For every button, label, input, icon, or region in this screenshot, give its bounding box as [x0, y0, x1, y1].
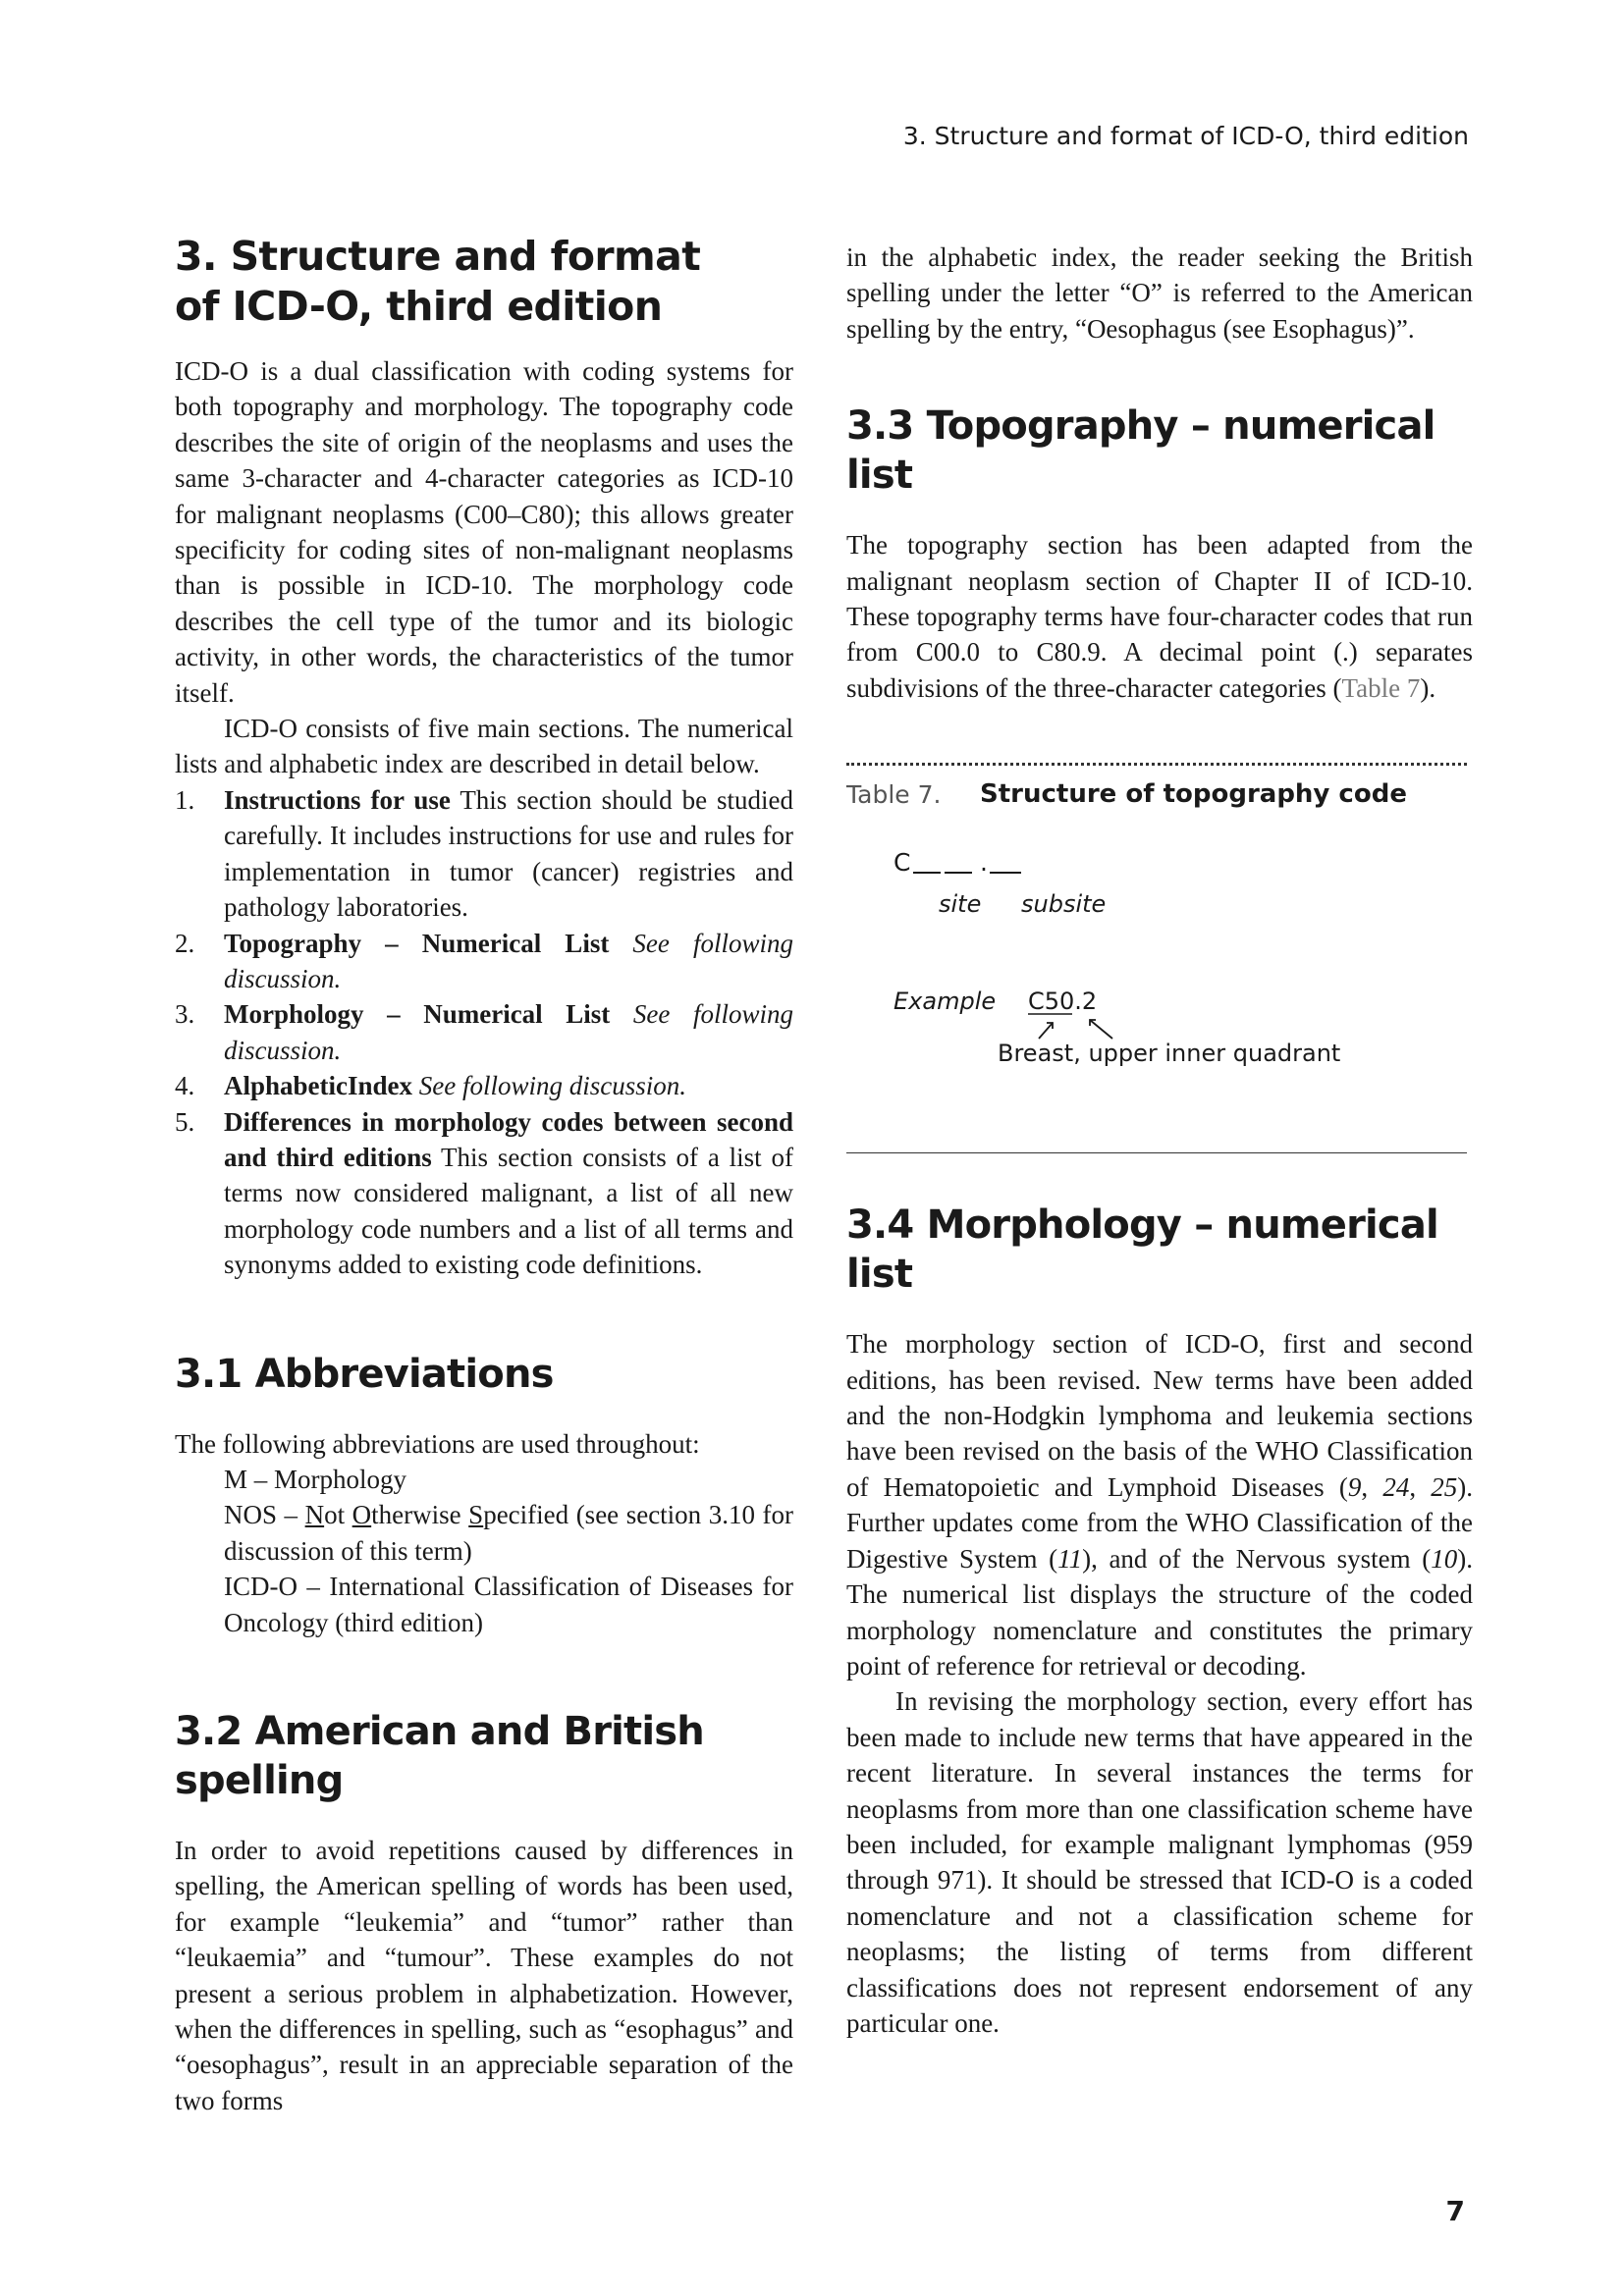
table-label: Table 7. — [846, 780, 942, 810]
list-item-term: Morphology – Numerical List — [224, 999, 611, 1030]
code-letter-c: C — [893, 848, 911, 878]
subsite-label: subsite — [1021, 890, 1107, 919]
citation-ref[interactable]: 9 — [1347, 1471, 1362, 1502]
list-item-term: Instructions for use — [224, 784, 451, 815]
chapter-title — [175, 232, 793, 332]
list-item-term: Topography – Numerical List — [224, 928, 610, 958]
list-item — [175, 926, 793, 997]
intro-paragraph-2: ICD-O consists of five main sections. The numerical lists and alphabetic index are described in detail below. — [175, 714, 793, 779]
citation-ref[interactable]: 11 — [1057, 1543, 1083, 1574]
abbreviations-list — [175, 1462, 793, 1640]
list-item-term: Differences in morphology codes between second and third editions — [224, 1106, 793, 1172]
abbreviations-intro: The following abbreviations are used throughout: — [175, 1428, 700, 1459]
spelling-heading: 3.2 American and British spelling — [175, 1709, 704, 1803]
arrow-to-subsite — [1090, 1020, 1112, 1039]
running-header: 3. Structure and format of ICD-O, third edition — [902, 122, 1469, 150]
list-item — [175, 996, 793, 1068]
morphology-heading: 3.4 Morphology – numerical list — [846, 1202, 1438, 1298]
table-bottom-rule — [846, 1152, 1467, 1153]
morphology-paragraph-2: In revising the morphology section, every effort has been made to include new terms that have appeared in the recent literature. In several instances the terms for neoplasms from more than one classification scheme have been included, for example malignant lymphomas (959 through 971). It should be stressed that ICD-O is a coded nomenclature and not a classification scheme for neoplasms; the listing of terms from different classifications does not represent endorsement of any particular one. — [846, 1686, 1473, 2038]
table-7-link[interactable]: Table 7 — [1341, 672, 1421, 703]
list-item — [175, 1068, 793, 1103]
list-item-desc: This section consists of a list of terms now considered malignant, a list of all new morphology code numbers and a list of all terms and synonyms added to existing code definitions. — [224, 1142, 793, 1280]
list-item-note: See following discussion. — [224, 999, 793, 1065]
example-description: Breast, upper inner quadrant — [998, 1040, 1341, 1068]
citation-ref[interactable]: 25 — [1431, 1471, 1458, 1502]
code-dot: . — [980, 848, 988, 878]
abbreviations-heading: 3.1 Abbreviations — [175, 1351, 554, 1397]
left-column — [175, 232, 793, 2118]
chapter-title-line2: of ICD-O, third edition — [175, 283, 663, 330]
sections-list — [175, 782, 793, 1283]
table-title: Structure of topography code — [980, 779, 1407, 810]
list-item-note: See following discussion. — [224, 928, 793, 993]
abbreviation-icdo: ICD-O – International Classification of Diseases for Oncology (third edition) — [224, 1572, 793, 1637]
citation-ref[interactable]: 24 — [1382, 1471, 1410, 1502]
intro-paragraph-1: ICD-O is a dual classification with coding systems for both topography and morphology. The topography code describes the site of origin of the neoplasms and uses the same 3-character and 4-character categories as ICD-10 for malignant neoplasms (C00–C80); this allows greater specificity for coding sites of non-malignant neoplasms than is possible in ICD-10. The morphology code describes the cell type of the tumor and its biologic activity, in other words, the characteristics of the tumor itself. — [175, 356, 793, 708]
list-item-number: 4. — [175, 1071, 195, 1101]
list-item-number: 2. — [175, 928, 195, 958]
table-top-rule — [846, 763, 1467, 766]
example-label: Example — [893, 988, 997, 1016]
list-item-term: AlphabeticIndex — [224, 1071, 413, 1101]
list-item — [175, 782, 793, 926]
citation-ref[interactable]: 10 — [1431, 1543, 1458, 1574]
chapter-title-line1: 3. Structure and format — [175, 233, 701, 280]
list-item-note: See following discussion. — [412, 1071, 687, 1101]
list-item-number: 5. — [175, 1106, 195, 1137]
spelling-paragraph: In order to avoid repetitions caused by differences in spelling, the American spelling of words has been used, for example “leukemia” and “tumor” rather than “leukaemia” and “tumour”. These examples do not present a serious problem in alphabetization. However, when the differences in spelling, such as “esophagus” and “oesophagus”, result in an appreciable separation of the two forms — [175, 1836, 793, 2115]
arrow-to-site — [1039, 1023, 1053, 1039]
table-7 — [846, 763, 1467, 1153]
list-item — [175, 1104, 793, 1283]
abbreviation-m: M – Morphology — [224, 1464, 407, 1494]
right-column — [846, 240, 1473, 2041]
topography-paragraph: The topography section has been adapted from the malignant neoplasm section of Chapter II of ICD-10. These topography terms have four-character codes that run from C00.0 to C80.9. A decimal point (.) separates subdivisions of the three-character categories (Table 7). — [846, 530, 1473, 703]
page-number: 7 — [1445, 2195, 1465, 2227]
spelling-paragraph-continued: in the alphabetic index, the reader seeking the British spelling under the letter “O” is referred to the American spelling by the entry, “Oesophagus (see Esophagus)”. — [846, 242, 1473, 344]
topography-code-diagram — [846, 822, 1467, 1116]
abbreviation-nos: NOS – Not Otherwise Specified (see section 3.10 for discussion of this term) — [224, 1500, 793, 1566]
topography-heading: 3.3 Topography – numerical list — [846, 403, 1435, 499]
list-item-desc: This section should be studied carefully. It includes instructions for use and rules for implementation in tumor (cancer) registries and pathology laboratories. — [224, 784, 793, 923]
morphology-paragraph-1: The morphology section of ICD-O, first and second editions, has been revised. New terms have been added and the non-Hodgkin lymphoma and leukemia sections have been revised on the basis of the WHO Classification of Hematopoietic and Lymphoid Diseases (9, 24, 25). Further updates come from the WHO Classification of the Digestive System (11), and of the Nervous system (10). The numerical list displays the structure of the coded morphology nomenclature and constitutes the primary point of reference for retrieval or decoding. — [846, 1329, 1474, 1681]
example-code: C50.2 — [1028, 988, 1098, 1016]
site-label: site — [939, 890, 982, 919]
list-item-number: 1. — [175, 784, 195, 815]
list-item-number: 3. — [175, 999, 195, 1030]
